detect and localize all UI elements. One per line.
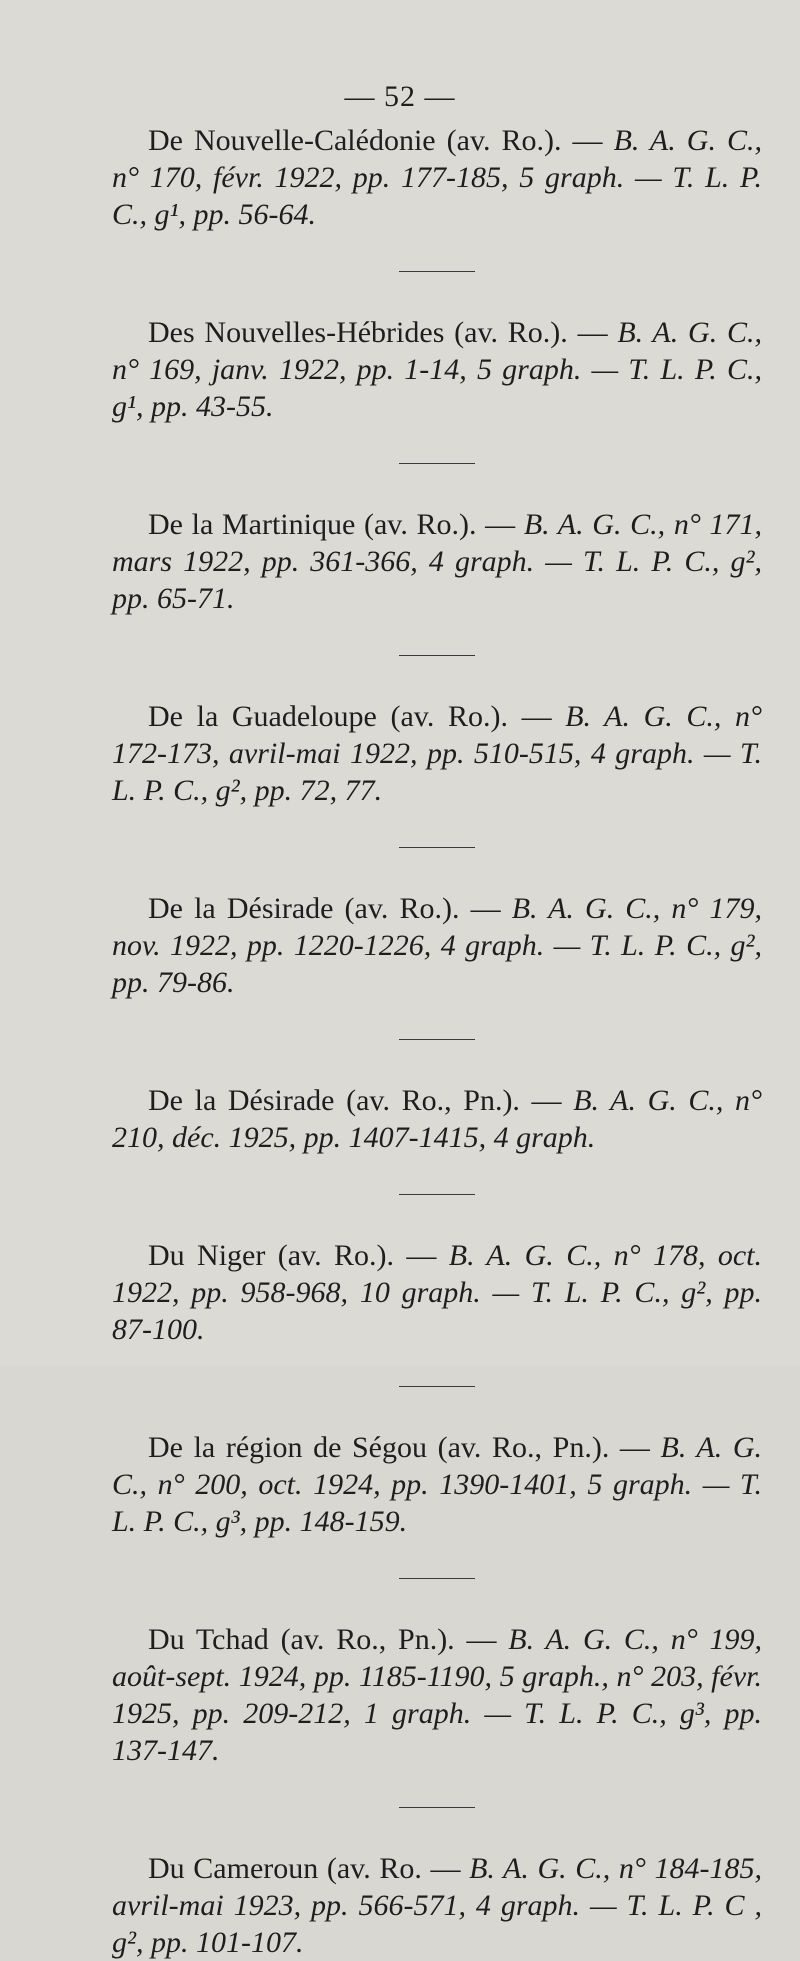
entry-reference: B. A. G. C., n° 184-185, avril-mai 1923, pp. 566-571, 4 graph. — T. L. P. C , g², pp. 101-107. <box>112 1852 762 1959</box>
bibliography-entry <box>112 698 762 809</box>
entry-text <box>112 1429 762 1540</box>
entry-reference: B. A. G. C., n° 170, févr. 1922, pp. 177-185, 5 graph. — T. L. P. C., g¹, pp. 56-64. <box>112 124 762 231</box>
entry-text <box>112 1237 762 1348</box>
entry-reference: B. A. G. C., n° 199, août-sept. 1924, pp. 1185-1190, 5 graph., n° 203, févr. 1925, pp. 209-212, 1 graph. — T. L. P. C., g³, pp. 137-147. <box>112 1623 762 1767</box>
entry-title: De la Désirade (av. Ro.). — <box>148 892 512 925</box>
entry-title: Des Nouvelles-Hébrides (av. Ro.). — <box>148 316 618 349</box>
entry-title: De Nouvelle-Calédonie (av. Ro.). — <box>148 124 614 157</box>
entry-reference: B. A. G. C., n° 178, oct. 1922, pp. 958-968, 10 graph. — T. L. P. C., g², pp. 87-100. <box>112 1239 763 1346</box>
entry-title: De la région de Ségou (av. Ro., Pn.). — <box>148 1431 661 1464</box>
bibliography-entry <box>112 1429 762 1540</box>
separator-rule <box>399 1039 475 1040</box>
entry-text <box>112 1082 762 1156</box>
entry-reference: B. A. G. C., n° 169, janv. 1922, pp. 1-14, 5 graph. — T. L. P. C., g¹, pp. 43-55. <box>112 316 762 423</box>
page-number: — 52 — <box>344 80 456 113</box>
entry-title: Du Cameroun (av. Ro. — <box>148 1852 470 1885</box>
entry-reference: B. A. G. C., n° 210, déc. 1925, pp. 1407-1415, 4 graph. <box>112 1084 763 1154</box>
entry-title: De la Guadeloupe (av. Ro.). — <box>148 700 566 733</box>
entry-text <box>112 698 762 809</box>
entry-text <box>112 890 762 1001</box>
bibliography-entry <box>112 890 762 1001</box>
separator-rule <box>399 271 475 272</box>
entry-title: De la Martinique (av. Ro.). — <box>148 508 524 541</box>
separator-rule <box>399 1194 475 1195</box>
entry-reference: B. A. G. C., n° 200, oct. 1924, pp. 1390-1401, 5 graph. — T. L. P. C., g³, pp. 148-159. <box>112 1431 762 1538</box>
bibliography-list <box>112 122 762 1961</box>
separator-rule <box>399 463 475 464</box>
entry-title: Du Tchad (av. Ro., Pn.). — <box>148 1623 509 1656</box>
bibliography-entry <box>112 1850 762 1961</box>
entry-text <box>112 506 762 617</box>
entry-title: De la Désirade (av. Ro., Pn.). — <box>148 1084 574 1117</box>
bibliography-entry <box>112 506 762 617</box>
separator-rule <box>399 1578 475 1579</box>
bibliography-entry <box>112 122 762 233</box>
entry-title: Du Niger (av. Ro.). — <box>148 1239 449 1272</box>
bibliography-entry <box>112 1621 762 1769</box>
separator-rule <box>399 1386 475 1387</box>
entry-reference: B. A. G. C., n° 179, nov. 1922, pp. 1220-1226, 4 graph. — T. L. P. C., g², pp. 79-86. <box>112 892 763 999</box>
bibliography-entry <box>112 314 762 425</box>
bibliography-entry <box>112 1082 762 1156</box>
entry-text <box>112 314 762 425</box>
entry-reference: B. A. G. C., n° 171, mars 1922, pp. 361-366, 4 graph. — T. L. P. C., g², pp. 65-71. <box>112 508 762 615</box>
separator-rule <box>399 847 475 848</box>
separator-rule <box>399 655 475 656</box>
entry-text <box>112 1621 762 1769</box>
separator-rule <box>399 1807 475 1808</box>
entry-reference: B. A. G. C., n° 172-173, avril-mai 1922, pp. 510-515, 4 graph. — T. L. P. C., g², pp. 72, 77. <box>112 700 763 807</box>
entry-text <box>112 122 762 233</box>
entry-text <box>112 1850 762 1961</box>
bibliography-entry <box>112 1237 762 1348</box>
